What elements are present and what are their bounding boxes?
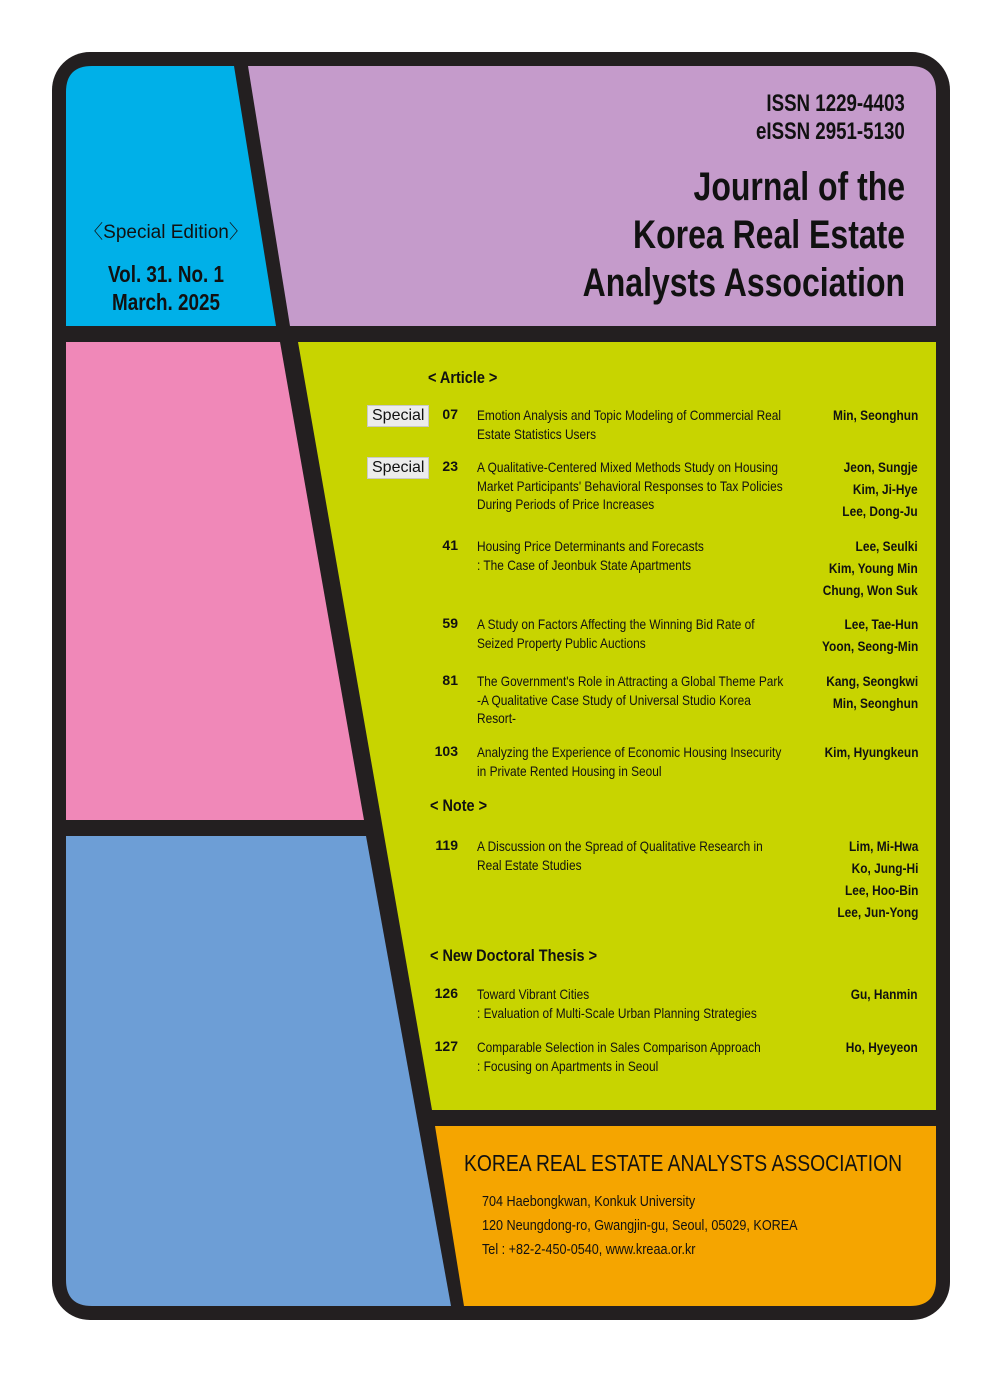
- paper-title: [477, 537, 847, 574]
- paper-title-line: A Qualitative-Centered Mixed Methods Study on Housing: [477, 459, 778, 475]
- author-name: Min, Seonghun: [832, 695, 918, 711]
- paper-authors: [833, 404, 918, 426]
- paper-title: [477, 837, 847, 874]
- paper-title: [477, 406, 847, 443]
- page-number: 126: [434, 985, 458, 1001]
- journal-title-line1: Journal of the: [693, 165, 905, 209]
- contact-line: Tel : +82-2-450-0540, www.kreaa.or.kr: [482, 1242, 696, 1258]
- eissn: eISSN 2951-5130: [756, 118, 905, 145]
- page-number: 07: [442, 406, 458, 422]
- paper-title-line: Analyzing the Experience of Economic Housing Insecurity: [477, 744, 782, 760]
- paper-authors: [846, 1036, 918, 1058]
- issn: ISSN 1229-4403: [766, 90, 905, 117]
- author-name: Lee, Dong-Ju: [842, 503, 918, 519]
- author-name: Jeon, Sungje: [843, 459, 918, 475]
- special-edition-label: 〈Special Edition〉: [84, 222, 248, 243]
- paper-title-line: : Evaluation of Multi-Scale Urban Planning Strategies: [477, 1004, 757, 1021]
- page-number: 81: [442, 672, 458, 688]
- volume-info: [84, 260, 248, 316]
- page-number: 119: [435, 837, 458, 853]
- page-number: 103: [434, 743, 458, 759]
- author-name: Ho, Hyeyeon: [845, 1039, 918, 1055]
- paper-title-line: : Focusing on Apartments in Seoul: [477, 1057, 659, 1074]
- author-name: Yoon, Seong-Min: [821, 638, 918, 654]
- author-name: Gu, Hanmin: [851, 986, 918, 1002]
- author-name: Kang, Seongkwi: [826, 673, 918, 689]
- paper-title-line: Seized Property Public Auctions: [477, 634, 646, 651]
- section-article-heading: < Article >: [428, 368, 498, 387]
- author-name: Chung, Won Suk: [823, 582, 918, 598]
- paper-title: [477, 985, 847, 1022]
- paper-title-line: During Periods of Price Increases: [477, 496, 655, 512]
- paper-title-line: Toward Vibrant Cities: [477, 986, 590, 1002]
- paper-title: [477, 672, 847, 728]
- paper-title-line: Resort-: [477, 710, 517, 726]
- paper-title-line: A Study on Factors Affecting the Winning Bid Rate of: [477, 616, 755, 632]
- page-number: 41: [442, 537, 458, 553]
- author-name: Lee, Hoo-Bin: [844, 882, 918, 898]
- journal-title-line3: Analysts Association: [582, 261, 905, 305]
- paper-title-line: in Private Rented Housing in Seoul: [477, 762, 662, 779]
- issn-block: [756, 90, 905, 146]
- paper-title: [477, 743, 847, 780]
- author-name: Lee, Jun-Yong: [836, 904, 918, 920]
- section-note-heading: < Note >: [430, 796, 488, 815]
- paper-title: [477, 1038, 847, 1075]
- paper-title-line: Market Participants' Behavioral Responses to Tax Policies: [477, 477, 783, 494]
- volume-number: Vol. 31. No. 1: [107, 261, 224, 287]
- paper-title-line: The Government's Role in Attracting a Global Theme Park: [477, 673, 784, 689]
- author-name: Kim, Ji-Hye: [853, 481, 918, 497]
- paper-title-line: Housing Price Determinants and Forecasts: [477, 538, 704, 554]
- paper-authors: [837, 835, 918, 923]
- paper-authors: [843, 456, 918, 522]
- author-name: Ko, Jung-Hi: [851, 860, 918, 876]
- paper-title-line: Emotion Analysis and Topic Modeling of Commercial Real: [477, 407, 782, 423]
- paper-title: [477, 458, 847, 514]
- author-name: Kim, Young Min: [829, 560, 918, 576]
- section-thesis-heading: < New Doctoral Thesis >: [430, 946, 598, 965]
- paper-title-line: -A Qualitative Case Study of Universal Studio Korea: [477, 691, 751, 708]
- association-name: KOREA REAL ESTATE ANALYSTS ASSOCIATION: [464, 1150, 903, 1176]
- paper-title-line: : The Case of Jeonbuk State Apartments: [477, 556, 692, 573]
- address-line2: 120 Neungdong-ro, Gwangjin-gu, Seoul, 05029, KOREA: [482, 1218, 798, 1234]
- journal-title: [583, 163, 905, 307]
- paper-authors: [826, 670, 918, 714]
- paper-authors: [851, 983, 918, 1005]
- author-name: Lim, Mi-Hwa: [848, 838, 918, 854]
- author-name: Kim, Hyungkeun: [824, 744, 918, 760]
- paper-authors: [823, 535, 918, 601]
- paper-title-line: Estate Statistics Users: [477, 425, 597, 442]
- page-number: 23: [442, 458, 458, 474]
- special-badge: Special: [367, 457, 429, 479]
- paper-title: [477, 615, 847, 652]
- author-name: Min, Seonghun: [832, 407, 918, 423]
- issue-date: March. 2025: [111, 289, 220, 315]
- page-number: 127: [434, 1038, 458, 1054]
- author-name: Lee, Tae-Hun: [844, 616, 918, 632]
- paper-title-line: Real Estate Studies: [477, 856, 582, 873]
- address-line1: 704 Haebongkwan, Konkuk University: [482, 1194, 696, 1210]
- paper-title-line: Comparable Selection in Sales Comparison Approach: [477, 1039, 761, 1055]
- paper-authors: [824, 741, 918, 763]
- author-name: Lee, Seulki: [855, 538, 918, 554]
- paper-title-line: A Discussion on the Spread of Qualitative Research in: [477, 838, 763, 854]
- journal-title-line2: Korea Real Estate: [632, 213, 905, 257]
- special-badge: Special: [367, 405, 429, 427]
- paper-authors: [822, 613, 918, 657]
- page-number: 59: [442, 615, 458, 631]
- association-address: [482, 1190, 798, 1262]
